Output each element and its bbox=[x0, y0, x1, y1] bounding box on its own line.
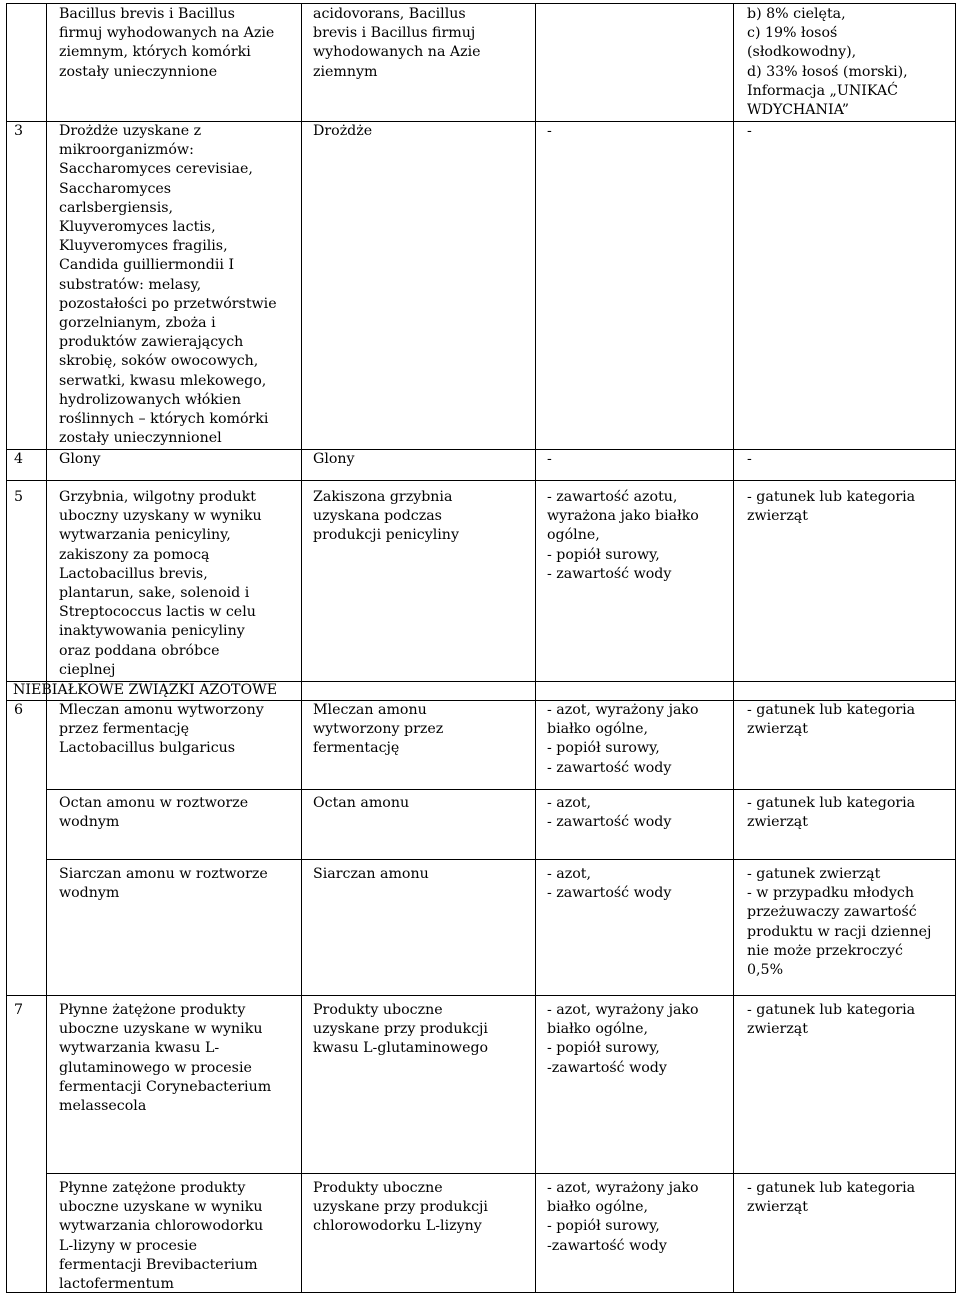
material-name-cell: Drożdże uzyskane z mikroorganizmów: Saccharomyces cerevisiae, Saccharomyces carlsbergiensis, Kluyveromyces lactis, Kluyveromyces fragilis, Candida guilliermondii I substratów: melasy, pozostałości po przetwórstwie gorzelnianym, zboża i produktów zawierających skrobię, soków owocowych, serwatki, kwasu mlekowego, hydrolizowanych włókien roślinnych – których komórki zostały unieczynnionel bbox=[59, 123, 277, 447]
species-cell: b) 8% cielęta, c) 19% łosoś (słodkowodny), d) 33% łosoś (morski), Informacja „UNIKAĆ WDYCHANIA” bbox=[747, 6, 908, 119]
material-type-cell: Siarczan amonu bbox=[313, 866, 429, 882]
col-divider-name bbox=[301, 4, 302, 1292]
material-type-cell: Mleczan amonu wytworzony przez fermentację bbox=[313, 702, 444, 757]
species-cell: - gatunek lub kategoria zwierząt bbox=[747, 795, 916, 831]
row-number: 4 bbox=[14, 451, 24, 467]
row-divider bbox=[46, 859, 955, 860]
row-divider bbox=[7, 995, 955, 996]
composition-cell: - azot, wyrażony jako białko ogólne, - popiół surowy, - zawartość wody bbox=[547, 702, 699, 776]
row-divider bbox=[7, 480, 955, 481]
row-divider bbox=[7, 449, 955, 450]
species-cell: - gatunek lub kategoria zwierząt bbox=[747, 1180, 916, 1216]
material-name-cell: Mleczan amonu wytworzony przez fermentację Lactobacillus bulgaricus bbox=[59, 702, 264, 757]
col-divider-num bbox=[46, 4, 47, 1292]
material-type-cell: Zakiszona grzybnia uzyskana podczas produkcji penicyliny bbox=[313, 489, 459, 544]
composition-cell: - azot, - zawartość wody bbox=[547, 866, 672, 902]
composition-cell: - azot, - zawartość wody bbox=[547, 795, 672, 831]
material-name-cell: Siarczan amonu w roztworze wodnym bbox=[59, 866, 268, 902]
material-type-cell: Produkty uboczne uzyskane przy produkcji kwasu L-glutaminowego bbox=[313, 1002, 489, 1057]
composition-cell: - bbox=[547, 123, 552, 139]
species-cell: - gatunek zwierząt - w przypadku młodych przeżuwaczy zawartość produktu w racji dziennej nie może przekroczyć 0,5% bbox=[747, 866, 932, 979]
material-name-cell: Bacillus brevis i Bacillus firmuj wyhodowanych na Azie ziemnym, których komórki zostały unieczynnione bbox=[59, 6, 275, 80]
material-name-cell: Grzybnia, wilgotny produkt uboczny uzyskany w wyniku wytwarzania penicyliny, zakiszony za pomocą Lactobacillus brevis, plantarun, sake, solenoid i Streptococcus lactis w celu inaktywowania penicyliny oraz poddana obróbce cieplnej bbox=[59, 489, 262, 678]
composition-cell: - azot, wyrażony jako białko ogólne, - popiół surowy, -zawartość wody bbox=[547, 1180, 699, 1254]
material-type-cell: Produkty uboczne uzyskane przy produkcji chlorowodorku L-lizyny bbox=[313, 1180, 488, 1235]
row-number: 5 bbox=[14, 489, 24, 505]
material-name-cell: Glony bbox=[59, 451, 101, 467]
row-number: 6 bbox=[14, 702, 24, 718]
species-cell: - gatunek lub kategoria zwierząt bbox=[747, 702, 916, 738]
material-type-cell: Octan amonu bbox=[313, 795, 410, 811]
row-divider bbox=[46, 789, 955, 790]
col-divider-type bbox=[535, 4, 536, 1292]
feed-materials-table bbox=[6, 3, 956, 1293]
species-cell: - gatunek lub kategoria zwierząt bbox=[747, 489, 916, 525]
row-number: 3 bbox=[14, 123, 24, 139]
species-cell: - bbox=[747, 451, 752, 467]
material-name-cell: Płynne żatężone produkty uboczne uzyskane w wyniku wytwarzania kwasu L- glutaminowego w procesie fermentacji Corynebacterium melassecola bbox=[59, 1002, 272, 1115]
section-heading: NIEBIAŁKOWE ZWIĄZKI AZOTOWE bbox=[13, 682, 278, 698]
row-divider bbox=[46, 1173, 955, 1174]
col-divider-comp bbox=[733, 4, 734, 1292]
material-type-cell: Glony bbox=[313, 451, 355, 467]
material-type-cell: acidovorans, Bacillus brevis i Bacillus firmuj wyhodowanych na Azie ziemnym bbox=[313, 6, 481, 80]
species-cell: - gatunek lub kategoria zwierząt bbox=[747, 1002, 916, 1038]
composition-cell: - azot, wyrażony jako białko ogólne, - popiół surowy, -zawartość wody bbox=[547, 1002, 699, 1076]
material-type-cell: Drożdże bbox=[313, 123, 373, 139]
material-name-cell: Octan amonu w roztworze wodnym bbox=[59, 795, 249, 831]
species-cell: - bbox=[747, 123, 752, 139]
composition-cell: - bbox=[547, 451, 552, 467]
material-name-cell: Płynne zatężone produkty uboczne uzyskane w wyniku wytwarzania chlorowodorku L-lizyny w procesie fermentacji Brevibacterium lactofermentum bbox=[59, 1180, 264, 1293]
composition-cell: - zawartość azotu, wyrażona jako białko ogólne, - popiół surowy, - zawartość wody bbox=[547, 489, 699, 582]
row-number: 7 bbox=[14, 1002, 24, 1018]
